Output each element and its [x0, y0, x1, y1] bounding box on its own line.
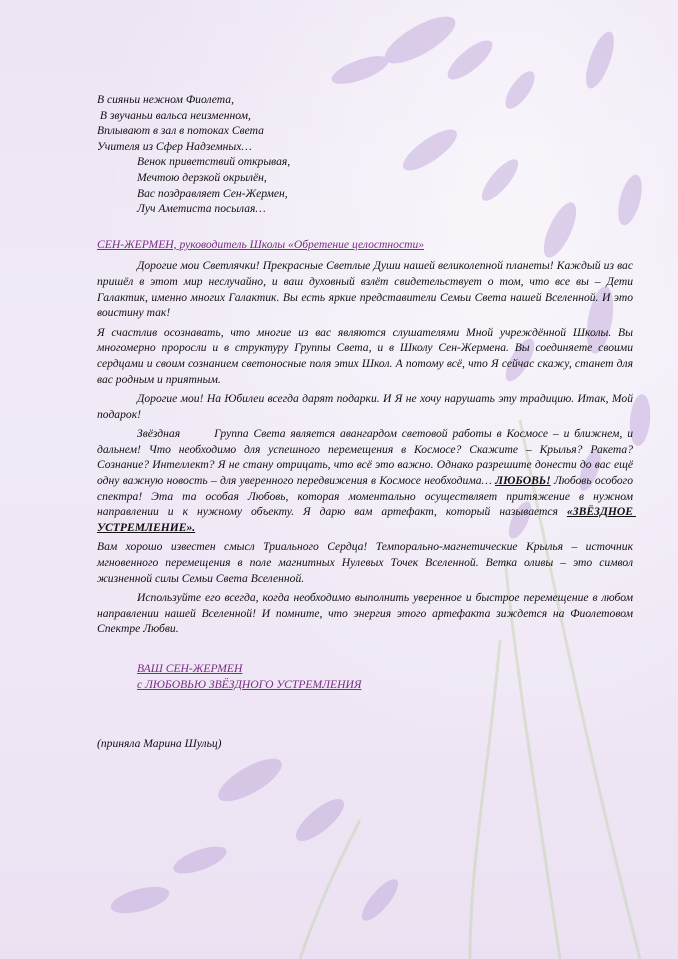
poem-line: Вплывают в зал в потоках Света — [97, 124, 264, 138]
paragraph: Я счастлив осознавать, что многие из вас являются слушателями Мной учреждённой Школы. Вы многомерно проросли и в структуру Группы Света, и в Школу Сен-Жермена. Вы соединяете своими сердцами и своим сознанием светоносные поля этих Школ. А потому всё, что Я сейчас скажу, станет для вас родным и приятным. — [97, 325, 633, 386]
letter-body — [97, 258, 636, 637]
love-emphasis: ЛЮБОВЬ! — [495, 474, 551, 488]
paragraph: Вам хорошо известен смысл Триального Сердца! Темпорально-магнетические Крылья – источник мгновенного перемещения в поле магнитных Нулевых Точек Вселенной. Ветка оливы – это символ жизненной силы Семьи Света Вселенной. — [97, 540, 633, 585]
section-heading: СЕН-ЖЕРМЕН, руководитель Школы «Обретение целостности» — [97, 237, 425, 251]
poem-line: Учителя из Сфер Надземных… — [97, 139, 252, 153]
poem-line: Венок приветствий открывая, — [137, 155, 291, 169]
poem-line: Мечтою дерзкой окрылён, — [137, 170, 267, 184]
artifact-name: «ЗВЁЗДНОЕ УСТРЕМЛЕНИЕ». — [97, 505, 636, 534]
poem-line: Луч Аметиста посылая… — [137, 202, 266, 216]
paragraph: Дорогие мои Светлячки! Прекрасные Светлые Души нашей великолепной планеты! Каждый из вас пришёл в этот мир неслучайно, и ваш духовный взлёт свидетельствует о том, что все вы – Дети Галактик, именно многих Галактик. Вы есть яркие представители Семьи Света нашей Вселенной. И это воистину так! — [97, 259, 633, 320]
paragraph: Используйте его всегда, когда необходимо выполнить уверенное и быстрое перемещение в любом направлении нашей Вселенной! И помните, что энергия этого артефакта зиждется на Фиолетовом Спектре Любви. — [97, 591, 633, 636]
signature — [97, 661, 633, 692]
signature-line: ВАШ СЕН-ЖЕРМЕН — [137, 662, 243, 675]
paragraph-text: Звёздная Группа Света является авангардом световой работы в Космосе – и ближнем, и дальнем! Что необходимо для успешного перемещения в Космосе? Скажите – Крылья? Ракета? Сознание? Интеллект? Я не стану отрицать, что всё это важно. Однако разрешите донести до вас ещё одну важную новость – для уверенного передвижения в Космосе необходима… — [97, 427, 636, 488]
poem — [97, 92, 633, 217]
paragraph — [97, 426, 636, 535]
poem-line: Вас поздравляет Сен-Жермен, — [137, 186, 288, 200]
paragraph-text: Любовь особого спектра! Эта та особая Любовь, которая моментально осуществляет притяжение в нужном направлении и к нужному объекту. Я дарю вам артефакт, который называется — [97, 474, 636, 519]
poem-line: В сияньи нежном Фиолета, — [97, 93, 235, 106]
poem-line: В звучаньи вальса неизменном, — [97, 108, 251, 122]
paragraph: Дорогие мои! На Юбилеи всегда дарят подарки. И Я не хочу нарушать эту традицию. Итак, Мой подарок! — [97, 392, 633, 421]
letter-text — [97, 92, 636, 763]
credit: (приняла Марина Шульц) — [97, 737, 222, 751]
signature-line: с ЛЮБОВЬЮ ЗВЁЗДНОГО УСТРЕМЛЕНИЯ — [137, 677, 362, 691]
